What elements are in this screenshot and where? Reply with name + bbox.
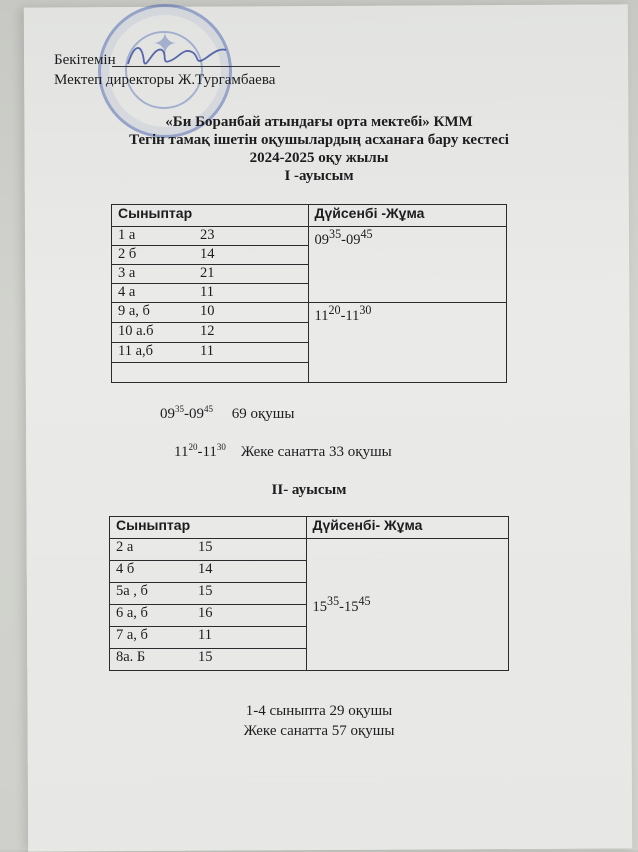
table-header-row [112,205,507,227]
class-name: 5а , б [116,583,148,599]
summary-slot-2-text: Жеке санатта 33 оқушы [240,444,392,460]
student-count: 23 [200,227,215,243]
time-slot-1: $09^{35}-09^{45}$ [308,227,506,303]
student-count: 12 [200,323,215,339]
class-name: 7 а, б [116,627,148,643]
class-name: 2 а [116,539,134,555]
seal-emblem-icon: ✦ [152,27,178,62]
student-count: 15 [198,583,213,599]
student-count: 16 [198,605,213,621]
class-name: 1 а [118,227,136,243]
shift-2-heading: II- ауысым [271,482,347,498]
time-slot-2: $11^{20}-11^{30}$ [308,303,506,383]
class-name: 11 а,б [118,343,154,359]
student-count: 14 [200,246,215,262]
class-name: 8а. Б [116,649,146,665]
document-title: Тегін тамақ ішетін оқушылардың асханаға бару кестесі [129,132,509,148]
class-name: 2 б [118,246,137,262]
summary-slot-1: $09^{35}-09^{45}$ 69 оқушы [160,404,295,422]
column-header-classes: Сыныптар [110,517,307,539]
shift-1-table [111,204,507,383]
summary-slot-2: $11^{20}-11^{30}$ Жеке санатта 33 оқушы [174,442,392,460]
approve-label: Бекітемін [54,52,116,68]
column-header-days: Дүйсенбі- Жұма [306,517,508,539]
class-name: 6 а, б [116,605,148,621]
student-count: 11 [198,627,212,643]
class-name: 9 а, б [118,303,150,319]
student-count: 21 [200,265,215,281]
student-count: 11 [200,343,214,359]
class-name: 3 а [118,265,136,281]
table-header-row [110,517,509,539]
student-count: 15 [198,649,213,665]
table-row [112,227,507,246]
shift-2-table [109,516,509,671]
summary-special-category: Жеке санатта 57 оқушы [243,723,395,739]
table-row [112,303,507,323]
table-row [110,539,509,561]
shift-1-heading: I -ауысым [284,168,354,184]
class-name: 4 а [118,284,136,300]
director-signature [120,36,230,76]
class-name: 4 б [116,561,135,577]
summary-slot-1-text: 69 оқушы [231,406,295,422]
student-count: 10 [200,303,215,319]
student-count: 11 [200,284,214,300]
column-header-classes: Сыныптар [112,205,309,227]
signature-line [112,66,280,67]
column-header-days: Дүйсенбі -Жұма [308,205,506,227]
time-slot-3: $15^{35}-15^{45}$ [306,539,508,671]
summary-grades-1-4: 1-4 сыныпта 29 оқушы [245,703,393,719]
director-line: Мектеп директоры Ж.Тургамбаева [54,72,276,88]
school-name: «Би Боранбай атындағы орта мектебі» КММ [165,114,473,130]
student-count: 14 [198,561,213,577]
class-name: 10 а.б [118,323,154,339]
academic-year: 2024-2025 оқу жылы [249,150,389,166]
student-count: 15 [198,539,213,555]
